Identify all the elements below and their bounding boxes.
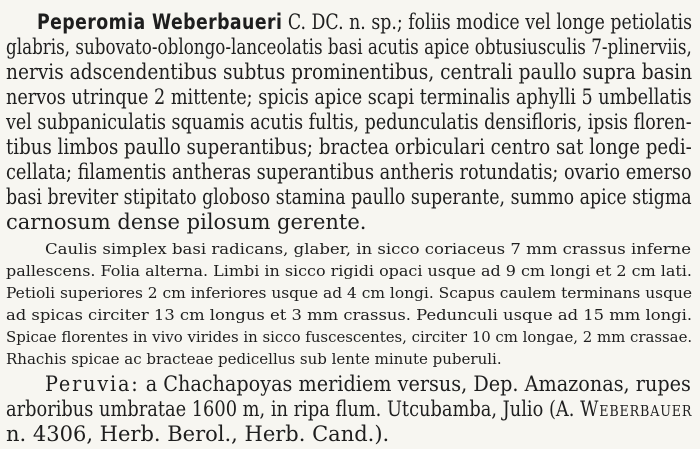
locality-country: Peruvia: xyxy=(45,372,140,396)
collector-name: Weberbauer xyxy=(580,397,693,421)
locality-line-1-text: a Chachapoyas meridiem versus, Dep. Amazonas, rupes xyxy=(145,372,691,396)
locality-line-3: n. 4306, Herb. Berol., Herb. Cand.). xyxy=(6,422,390,446)
species-author: C. DC. xyxy=(287,10,344,34)
diagnosis-line-1-text: foliis modice vel longe petiolatis xyxy=(408,10,693,34)
description-line-5: Spicae florentes in vivo virides in sicco fuscescentes, circiter 10 cm longae, 2 mm crassae. xyxy=(6,328,693,346)
diagnosis-line-9: carnosum dense pilosum gerente. xyxy=(6,210,367,234)
description-line-2: pallescens. Folia alterna. Limbi in sicco rigidi opaci usque ad 9 cm longi et 2 cm lati. xyxy=(6,262,692,280)
description-line-3: Petioli superiores 2 cm inferiores usque ad 4 cm longi. Scapus caulem terminans usque xyxy=(6,284,693,302)
locality-line-2 xyxy=(6,397,692,421)
locality-line-2-text: arboribus umbratae 1600 m, in ripa flum. Utcubamba, Julio (A. xyxy=(6,397,575,421)
diagnosis-line-7: cellata; filamentis antheras superantibus antheris rotundatis; ovario emerso xyxy=(6,160,692,184)
diagnosis-line-2: glabris, subovato-oblongo-lanceolatis basi acutis apice obtusiusculis 7-plinerviis, xyxy=(6,35,692,59)
locality-line-1 xyxy=(45,372,691,396)
diagnosis-line-6: tibus limbos paullo superantibus; bractea orbiculari centro sat longe pedi- xyxy=(6,135,692,159)
diagnosis-line-3: nervis adscendentibus subtus prominentibus, centrali paullo supra basin xyxy=(6,60,693,84)
description-line-4: ad spicas circiter 13 cm longus et 3 mm crassus. Pedunculi usque ad 15 mm longi. xyxy=(6,306,693,324)
species-status: n. sp.; xyxy=(349,10,403,34)
diagnosis-line-1 xyxy=(37,10,692,34)
diagnosis-line-5: vel subpaniculatis squamis acutis fultis, pedunculatis densifloris, ipsis floren- xyxy=(6,110,692,134)
diagnosis-line-8: basi breviter stipitato globoso stamina paullo superante, summo apice stigma xyxy=(6,185,692,209)
description-line-1: Caulis simplex basi radicans, glaber, in sicco coriaceus 7 mm crassus inferne xyxy=(45,240,692,258)
diagnosis-line-4: nervos utrinque 2 mittente; spicis apice scapi terminalis aphylli 5 umbellatis xyxy=(6,85,692,109)
description-line-6: Rhachis spicae ac bracteae pedicellus sub lente minute puberuli. xyxy=(6,350,502,368)
species-name: Peperomia Weberbaueri xyxy=(37,10,283,34)
